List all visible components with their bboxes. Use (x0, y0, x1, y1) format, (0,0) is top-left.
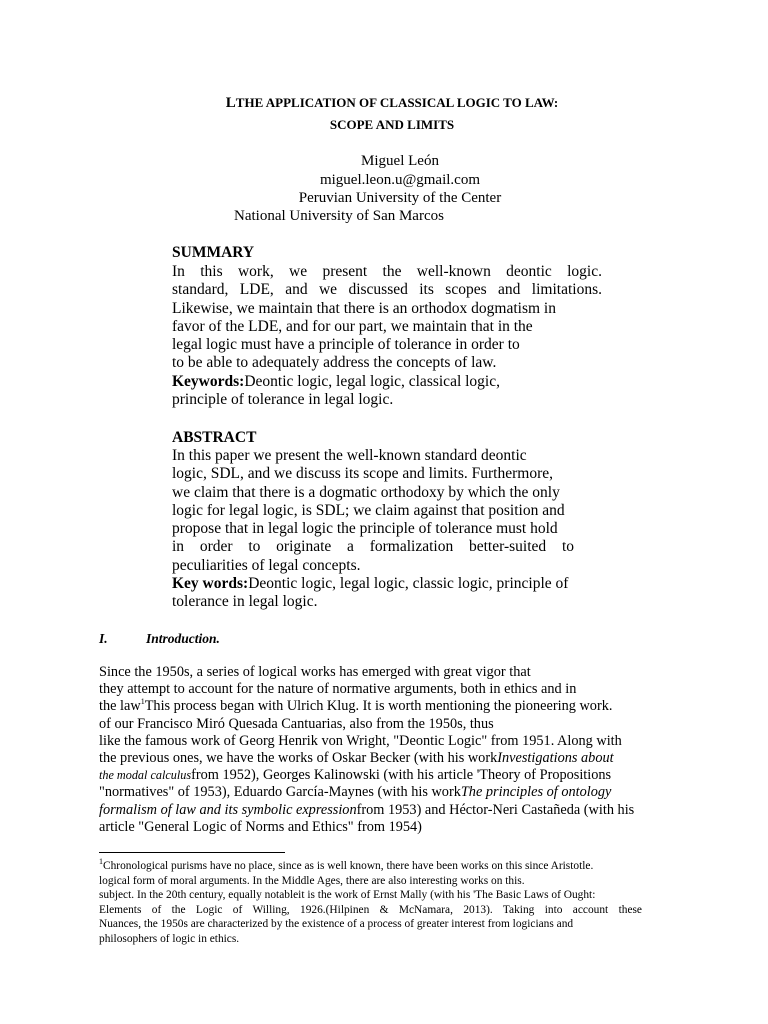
body-line: "normatives" of 1953), Eduardo García-Maynes (with his workThe principles of ontology (99, 784, 612, 801)
body-line: the modal calculusfrom 1952), Georges Kalinowski (with his article 'Theory of Propositions (99, 767, 612, 784)
summary-line: legal logic must have a principle of tolerance in order to (172, 336, 520, 354)
body-line: Since the 1950s, a series of logical works has emerged with great vigor that (99, 664, 531, 680)
summary-line: favor of the LDE, and for our part, we maintain that in the (172, 317, 533, 335)
footnote-separator (99, 852, 285, 853)
author-email: miguel.leon.u@gmail.com (319, 172, 481, 188)
abstract-text (172, 447, 574, 612)
footnote-line: philosophers of logic in ethics. (99, 932, 240, 945)
footnote-line: Elements of the Logic of Willing, 1926.(Hilpinen & McNamara, 2013). Taking into account these (99, 903, 642, 916)
abstract-keywords: Key words:Deontic logic, legal logic, classic logic, principle of (172, 575, 569, 593)
abstract-line: logic, SDL, and we discuss its scope and limits. Furthermore, (172, 465, 553, 483)
footnote-line: $^1$Chronological purisms have no place, since as is well known, there have been works on this since Aristotle. (99, 857, 594, 872)
footnote-line: subject. In the 20th century, equally notableit is the work of Ernst Mally (with his 'The Basic Laws of Ought: (99, 889, 596, 901)
footnote-reference[interactable]: 1 (140, 697, 145, 707)
abstract-line: we claim that there is a dogmatic orthodoxy by which the only (172, 483, 560, 501)
abstract-keywords-continued: tolerance in legal logic. (172, 593, 318, 611)
abstract-line: In this paper we present the well-known standard deontic (172, 447, 527, 464)
author-affiliation-1: Peruvian University of the Center (298, 190, 502, 206)
summary-heading: SUMMARY (172, 244, 255, 261)
introduction-body (99, 664, 634, 836)
body-line: of our Francisco Miró Quesada Cantuarias, also from the 1950s, thus (99, 715, 494, 732)
summary-line: Likewise, we maintain that there is an orthodox dogmatism in (172, 299, 556, 317)
body-line: the law$^1$This process began with Ulrich Klug. It is worth mentioning the pioneering work. (99, 697, 613, 715)
abstract-heading: ABSTRACT (172, 429, 257, 446)
abstract-line: logic for legal logic, is SDL; we claim against that position and (172, 501, 565, 519)
body-line: article "General Logic of Norms and Ethics" from 1954) (99, 818, 422, 835)
document-title-line-2: SCOPE AND LIMITS (329, 117, 455, 132)
abstract-line: in order to originate a formalization better-suited to (172, 538, 574, 556)
summary-line: standard, LDE, and we discussed its scopes and limitations. (172, 281, 602, 299)
section-number: I. (99, 631, 108, 646)
summary-text (172, 263, 602, 409)
document-title-line-1: LTHE APPLICATION OF CLASSICAL LOGIC TO LAW: (225, 95, 559, 111)
footnote-line: Nuances, the 1950s are characterized by the existence of a process of greater interest from logicians and (99, 918, 574, 930)
footnote-marker: 1 (99, 857, 103, 867)
summary-line: to be able to adequately address the concepts of law. (172, 354, 497, 372)
abstract-line: propose that in legal logic the principle of tolerance must hold (172, 520, 558, 538)
author-name: Miguel León (361, 153, 439, 169)
summary-line: In this work, we present the well-known deontic logic. (172, 263, 602, 280)
body-line: formalism of law and its symbolic expressionfrom 1953) and Héctor-Neri Castañeda (with his (99, 801, 635, 818)
footnote (99, 859, 642, 946)
body-line: like the famous work of Georg Henrik von Wright, "Deontic Logic" from 1951. Along with (99, 732, 622, 749)
body-line: the previous ones, we have the works of Oskar Becker (with his workInvestigations about (99, 750, 614, 767)
author-affiliation-2: National University of San Marcos (234, 208, 444, 224)
summary-keywords-continued: principle of tolerance in legal logic. (172, 391, 394, 409)
footnote-line: logical form of moral arguments. In the Middle Ages, there are also interesting works on this. (99, 874, 525, 887)
abstract-line: peculiarities of legal concepts. (172, 556, 361, 574)
section-heading: Introduction. (146, 631, 220, 646)
body-line: they attempt to account for the nature of normative arguments, both in ethics and in (99, 681, 577, 698)
summary-keywords: Keywords:Deontic logic, legal logic, classical logic, (172, 372, 500, 390)
